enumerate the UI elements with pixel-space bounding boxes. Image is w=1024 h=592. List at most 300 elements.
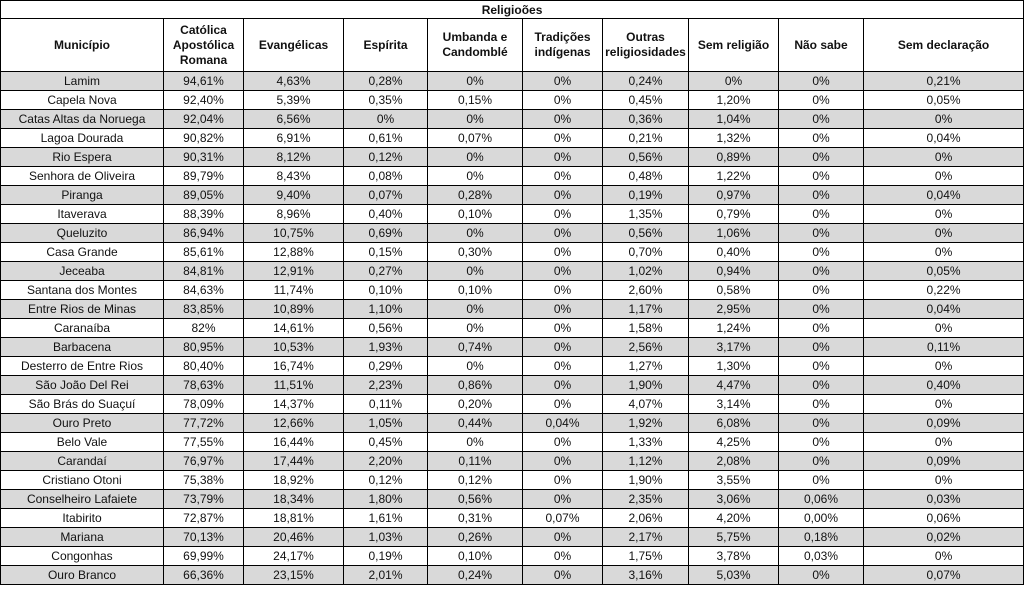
percentage-cell[interactable]: 14,61% — [244, 319, 344, 338]
percentage-cell[interactable]: 0% — [428, 300, 523, 319]
municipio-cell[interactable]: Lamim — [1, 72, 164, 91]
column-header-municipio[interactable]: Município — [1, 19, 164, 72]
municipio-cell[interactable]: Ouro Preto — [1, 414, 164, 433]
column-header-nao-sabe[interactable]: Não sabe — [779, 19, 864, 72]
municipio-cell[interactable]: Cristiano Otoni — [1, 471, 164, 490]
percentage-cell[interactable]: 0% — [779, 281, 864, 300]
percentage-cell[interactable]: 1,27% — [603, 357, 689, 376]
percentage-cell[interactable]: 0% — [428, 224, 523, 243]
percentage-cell[interactable]: 0,36% — [603, 110, 689, 129]
percentage-cell[interactable]: 0% — [523, 129, 603, 148]
table-row — [1, 357, 1024, 376]
municipio-cell[interactable]: São Brás do Suaçuí — [1, 395, 164, 414]
column-header-tradicoes-indigenas[interactable]: Tradições indígenas — [523, 19, 603, 72]
percentage-cell[interactable]: 0% — [779, 414, 864, 433]
percentage-cell[interactable]: 0,61% — [344, 129, 428, 148]
percentage-cell[interactable]: 0% — [779, 205, 864, 224]
percentage-cell[interactable]: 0% — [779, 300, 864, 319]
percentage-cell[interactable]: 24,17% — [244, 547, 344, 566]
percentage-cell[interactable]: 10,75% — [244, 224, 344, 243]
percentage-cell[interactable]: 1,61% — [344, 509, 428, 528]
table-row — [1, 509, 1024, 528]
percentage-cell[interactable]: 0,07% — [523, 509, 603, 528]
percentage-cell[interactable]: 0% — [344, 110, 428, 129]
percentage-cell[interactable]: 0,21% — [603, 129, 689, 148]
table-row — [1, 224, 1024, 243]
percentage-cell[interactable]: 0,04% — [864, 300, 1024, 319]
percentage-cell[interactable]: 2,01% — [344, 566, 428, 585]
percentage-cell[interactable]: 0,12% — [344, 148, 428, 167]
percentage-cell[interactable]: 0% — [523, 566, 603, 585]
percentage-cell[interactable]: 0% — [779, 433, 864, 452]
percentage-cell[interactable]: 0,45% — [603, 91, 689, 110]
column-header-sem-religiao[interactable]: Sem religião — [689, 19, 779, 72]
percentage-cell[interactable]: 0% — [523, 547, 603, 566]
percentage-cell[interactable]: 0% — [779, 148, 864, 167]
percentage-cell[interactable]: 0,86% — [428, 376, 523, 395]
percentage-cell[interactable]: 1,04% — [689, 110, 779, 129]
percentage-cell[interactable]: 0% — [428, 357, 523, 376]
percentage-cell[interactable]: 5,39% — [244, 91, 344, 110]
percentage-cell[interactable]: 89,05% — [164, 186, 244, 205]
percentage-cell[interactable]: 0% — [428, 433, 523, 452]
percentage-cell[interactable]: 0% — [864, 205, 1024, 224]
percentage-cell[interactable]: 1,33% — [603, 433, 689, 452]
percentage-cell[interactable]: 18,81% — [244, 509, 344, 528]
percentage-cell[interactable]: 2,20% — [344, 452, 428, 471]
percentage-cell[interactable]: 0% — [864, 110, 1024, 129]
percentage-cell[interactable]: 2,56% — [603, 338, 689, 357]
percentage-cell[interactable]: 1,32% — [689, 129, 779, 148]
table-row — [1, 528, 1024, 547]
percentage-cell[interactable]: 0,44% — [428, 414, 523, 433]
table-row — [1, 205, 1024, 224]
percentage-cell[interactable]: 1,05% — [344, 414, 428, 433]
column-header-outras-religiosidades[interactable]: Outras religiosidades — [603, 19, 689, 72]
column-header-evangelicas[interactable]: Evangélicas — [244, 19, 344, 72]
percentage-cell[interactable]: 0,69% — [344, 224, 428, 243]
percentage-cell[interactable]: 2,60% — [603, 281, 689, 300]
percentage-cell[interactable]: 6,56% — [244, 110, 344, 129]
percentage-cell[interactable]: 1,10% — [344, 300, 428, 319]
percentage-cell[interactable]: 0,03% — [864, 490, 1024, 509]
table-row — [1, 167, 1024, 186]
percentage-cell[interactable]: 0% — [523, 110, 603, 129]
municipio-cell[interactable]: São João Del Rei — [1, 376, 164, 395]
table-row — [1, 186, 1024, 205]
percentage-cell[interactable]: 1,02% — [603, 262, 689, 281]
percentage-cell[interactable]: 0,28% — [344, 72, 428, 91]
percentage-cell[interactable]: 0,26% — [428, 528, 523, 547]
table-row — [1, 490, 1024, 509]
percentage-cell[interactable]: 0% — [864, 433, 1024, 452]
table-row — [1, 110, 1024, 129]
percentage-cell[interactable]: 12,91% — [244, 262, 344, 281]
percentage-cell[interactable]: 20,46% — [244, 528, 344, 547]
municipio-cell[interactable]: Casa Grande — [1, 243, 164, 262]
percentage-cell[interactable]: 0% — [523, 281, 603, 300]
percentage-cell[interactable]: 1,90% — [603, 376, 689, 395]
percentage-cell[interactable]: 0,06% — [779, 490, 864, 509]
percentage-cell[interactable]: 0% — [523, 452, 603, 471]
percentage-cell[interactable]: 82% — [164, 319, 244, 338]
percentage-cell[interactable]: 0% — [523, 357, 603, 376]
percentage-cell[interactable]: 1,20% — [689, 91, 779, 110]
percentage-cell[interactable]: 0,04% — [864, 186, 1024, 205]
percentage-cell[interactable]: 1,90% — [603, 471, 689, 490]
percentage-cell[interactable]: 0,04% — [523, 414, 603, 433]
percentage-cell[interactable]: 1,58% — [603, 319, 689, 338]
percentage-cell[interactable]: 0% — [864, 243, 1024, 262]
percentage-cell[interactable]: 0% — [428, 167, 523, 186]
municipio-cell[interactable]: Conselheiro Lafaiete — [1, 490, 164, 509]
percentage-cell[interactable]: 0,19% — [344, 547, 428, 566]
percentage-cell[interactable]: 9,40% — [244, 186, 344, 205]
percentage-cell[interactable]: 0,24% — [428, 566, 523, 585]
percentage-cell[interactable]: 0% — [428, 319, 523, 338]
percentage-cell[interactable]: 0% — [523, 224, 603, 243]
column-header-sem-declaracao[interactable]: Sem declaração — [864, 19, 1024, 72]
percentage-cell[interactable]: 0,10% — [428, 205, 523, 224]
percentage-cell[interactable]: 0,56% — [603, 224, 689, 243]
percentage-cell[interactable]: 0,29% — [344, 357, 428, 376]
percentage-cell[interactable]: 0,94% — [689, 262, 779, 281]
column-header-catolica[interactable]: Católica Apostólica Romana — [164, 19, 244, 72]
percentage-cell[interactable]: 0% — [523, 205, 603, 224]
percentage-cell[interactable]: 0,07% — [344, 186, 428, 205]
percentage-cell[interactable]: 0,48% — [603, 167, 689, 186]
table-row — [1, 262, 1024, 281]
percentage-cell[interactable]: 90,82% — [164, 129, 244, 148]
percentage-cell[interactable]: 0,31% — [428, 509, 523, 528]
percentage-cell[interactable]: 0% — [523, 148, 603, 167]
percentage-cell[interactable]: 0,21% — [864, 72, 1024, 91]
table-row — [1, 433, 1024, 452]
percentage-cell[interactable]: 73,79% — [164, 490, 244, 509]
percentage-cell[interactable]: 0% — [523, 300, 603, 319]
percentage-cell[interactable]: 0,40% — [864, 376, 1024, 395]
percentage-cell[interactable]: 0,11% — [344, 395, 428, 414]
percentage-cell[interactable]: 3,16% — [603, 566, 689, 585]
percentage-cell[interactable]: 0,09% — [864, 452, 1024, 471]
table-row — [1, 319, 1024, 338]
percentage-cell[interactable]: 0% — [779, 376, 864, 395]
percentage-cell[interactable]: 0,11% — [428, 452, 523, 471]
percentage-cell[interactable]: 1,80% — [344, 490, 428, 509]
percentage-cell[interactable]: 6,08% — [689, 414, 779, 433]
percentage-cell[interactable]: 0% — [428, 262, 523, 281]
percentage-cell[interactable]: 0,74% — [428, 338, 523, 357]
percentage-cell[interactable]: 2,06% — [603, 509, 689, 528]
percentage-cell[interactable]: 0,15% — [428, 91, 523, 110]
percentage-cell[interactable]: 1,06% — [689, 224, 779, 243]
percentage-cell[interactable]: 88,39% — [164, 205, 244, 224]
percentage-cell[interactable]: 0,70% — [603, 243, 689, 262]
percentage-cell[interactable]: 0,10% — [344, 281, 428, 300]
percentage-cell[interactable]: 2,95% — [689, 300, 779, 319]
percentage-cell[interactable]: 0,07% — [428, 129, 523, 148]
percentage-cell[interactable]: 0% — [779, 395, 864, 414]
percentage-cell[interactable]: 0% — [864, 395, 1024, 414]
percentage-cell[interactable]: 0,05% — [864, 262, 1024, 281]
percentage-cell[interactable]: 1,22% — [689, 167, 779, 186]
table-row — [1, 414, 1024, 433]
percentage-cell[interactable]: 5,03% — [689, 566, 779, 585]
percentage-cell[interactable]: 0% — [689, 72, 779, 91]
percentage-cell[interactable]: 1,30% — [689, 357, 779, 376]
column-header-espirita[interactable]: Espírita — [344, 19, 428, 72]
percentage-cell[interactable]: 0,02% — [864, 528, 1024, 547]
percentage-cell[interactable]: 77,72% — [164, 414, 244, 433]
percentage-cell[interactable]: 1,17% — [603, 300, 689, 319]
percentage-cell[interactable]: 12,88% — [244, 243, 344, 262]
percentage-cell[interactable]: 0% — [864, 319, 1024, 338]
percentage-cell[interactable]: 0% — [428, 148, 523, 167]
percentage-cell[interactable]: 0,35% — [344, 91, 428, 110]
percentage-cell[interactable]: 0% — [523, 91, 603, 110]
percentage-cell[interactable]: 8,96% — [244, 205, 344, 224]
municipio-cell[interactable]: Queluzito — [1, 224, 164, 243]
header-row — [1, 19, 1024, 72]
percentage-cell[interactable]: 4,25% — [689, 433, 779, 452]
percentage-cell[interactable]: 10,53% — [244, 338, 344, 357]
percentage-cell[interactable]: 0,05% — [864, 91, 1024, 110]
percentage-cell[interactable]: 0% — [523, 490, 603, 509]
percentage-cell[interactable]: 1,03% — [344, 528, 428, 547]
percentage-cell[interactable]: 84,81% — [164, 262, 244, 281]
column-header-umbanda-candomble[interactable]: Umbanda e Candomblé — [428, 19, 523, 72]
percentage-cell[interactable]: 3,17% — [689, 338, 779, 357]
percentage-cell[interactable]: 0% — [523, 167, 603, 186]
municipio-cell[interactable]: Piranga — [1, 186, 164, 205]
percentage-cell[interactable]: 0,56% — [603, 148, 689, 167]
percentage-cell[interactable]: 0,30% — [428, 243, 523, 262]
table-title: Religioões — [1, 1, 1024, 19]
percentage-cell[interactable]: 0,06% — [864, 509, 1024, 528]
table-row — [1, 91, 1024, 110]
percentage-cell[interactable]: 0,08% — [344, 167, 428, 186]
percentage-cell[interactable]: 0,27% — [344, 262, 428, 281]
percentage-cell[interactable]: 1,93% — [344, 338, 428, 357]
percentage-cell[interactable]: 0% — [779, 319, 864, 338]
percentage-cell[interactable]: 0% — [864, 167, 1024, 186]
percentage-cell[interactable]: 1,12% — [603, 452, 689, 471]
percentage-cell[interactable]: 0% — [864, 547, 1024, 566]
percentage-cell[interactable]: 0,40% — [344, 205, 428, 224]
percentage-cell[interactable]: 75,38% — [164, 471, 244, 490]
percentage-cell[interactable]: 3,55% — [689, 471, 779, 490]
percentage-cell[interactable]: 70,13% — [164, 528, 244, 547]
percentage-cell[interactable]: 0,12% — [344, 471, 428, 490]
percentage-cell[interactable]: 2,17% — [603, 528, 689, 547]
percentage-cell[interactable]: 0,09% — [864, 414, 1024, 433]
percentage-cell[interactable]: 0% — [864, 224, 1024, 243]
percentage-cell[interactable]: 0% — [523, 395, 603, 414]
percentage-cell[interactable]: 11,51% — [244, 376, 344, 395]
percentage-cell[interactable]: 1,75% — [603, 547, 689, 566]
percentage-cell[interactable]: 2,35% — [603, 490, 689, 509]
percentage-cell[interactable]: 0,07% — [864, 566, 1024, 585]
percentage-cell[interactable]: 0% — [523, 319, 603, 338]
percentage-cell[interactable]: 14,37% — [244, 395, 344, 414]
percentage-cell[interactable]: 0% — [779, 243, 864, 262]
percentage-cell[interactable]: 0,11% — [864, 338, 1024, 357]
percentage-cell[interactable]: 0% — [779, 357, 864, 376]
percentage-cell[interactable]: 0% — [779, 167, 864, 186]
percentage-cell[interactable]: 92,04% — [164, 110, 244, 129]
municipio-cell[interactable]: Belo Vale — [1, 433, 164, 452]
percentage-cell[interactable]: 2,08% — [689, 452, 779, 471]
percentage-cell[interactable]: 80,40% — [164, 357, 244, 376]
percentage-cell[interactable]: 0% — [779, 471, 864, 490]
percentage-cell[interactable]: 0,20% — [428, 395, 523, 414]
percentage-cell[interactable]: 1,92% — [603, 414, 689, 433]
percentage-cell[interactable]: 83,85% — [164, 300, 244, 319]
percentage-cell[interactable]: 72,87% — [164, 509, 244, 528]
percentage-cell[interactable]: 4,07% — [603, 395, 689, 414]
municipio-cell[interactable]: Caranaíba — [1, 319, 164, 338]
percentage-cell[interactable]: 0,10% — [428, 281, 523, 300]
percentage-cell[interactable]: 0% — [779, 129, 864, 148]
municipio-cell[interactable]: Entre Rios de Minas — [1, 300, 164, 319]
percentage-cell[interactable]: 17,44% — [244, 452, 344, 471]
municipio-cell[interactable]: Catas Altas da Noruega — [1, 110, 164, 129]
percentage-cell[interactable]: 0,40% — [689, 243, 779, 262]
percentage-cell[interactable]: 0% — [779, 566, 864, 585]
percentage-cell[interactable]: 0,00% — [779, 509, 864, 528]
percentage-cell[interactable]: 0% — [428, 72, 523, 91]
percentage-cell[interactable]: 0,58% — [689, 281, 779, 300]
municipio-cell[interactable]: Carandaí — [1, 452, 164, 471]
table-row — [1, 281, 1024, 300]
percentage-cell[interactable]: 0% — [779, 91, 864, 110]
percentage-cell[interactable]: 0,28% — [428, 186, 523, 205]
percentage-cell[interactable]: 2,23% — [344, 376, 428, 395]
percentage-cell[interactable]: 23,15% — [244, 566, 344, 585]
municipio-cell[interactable]: Itabirito — [1, 509, 164, 528]
percentage-cell[interactable]: 0,18% — [779, 528, 864, 547]
percentage-cell[interactable]: 90,31% — [164, 148, 244, 167]
percentage-cell[interactable]: 0% — [779, 186, 864, 205]
percentage-cell[interactable]: 0% — [523, 528, 603, 547]
municipio-cell[interactable]: Desterro de Entre Rios — [1, 357, 164, 376]
percentage-cell[interactable]: 0% — [779, 452, 864, 471]
municipio-cell[interactable]: Santana dos Montes — [1, 281, 164, 300]
percentage-cell[interactable]: 92,40% — [164, 91, 244, 110]
percentage-cell[interactable]: 0,15% — [344, 243, 428, 262]
percentage-cell[interactable]: 0,45% — [344, 433, 428, 452]
percentage-cell[interactable]: 12,66% — [244, 414, 344, 433]
percentage-cell[interactable]: 78,63% — [164, 376, 244, 395]
percentage-cell[interactable]: 0% — [428, 110, 523, 129]
percentage-cell[interactable]: 5,75% — [689, 528, 779, 547]
percentage-cell[interactable]: 6,91% — [244, 129, 344, 148]
municipio-cell[interactable]: Barbacena — [1, 338, 164, 357]
municipio-cell[interactable]: Mariana — [1, 528, 164, 547]
percentage-cell[interactable]: 69,99% — [164, 547, 244, 566]
percentage-cell[interactable]: 89,79% — [164, 167, 244, 186]
percentage-cell[interactable]: 66,36% — [164, 566, 244, 585]
percentage-cell[interactable]: 0% — [779, 110, 864, 129]
percentage-cell[interactable]: 0% — [523, 186, 603, 205]
percentage-cell[interactable]: 0% — [779, 72, 864, 91]
percentage-cell[interactable]: 11,74% — [244, 281, 344, 300]
percentage-cell[interactable]: 0,97% — [689, 186, 779, 205]
percentage-cell[interactable]: 0% — [523, 376, 603, 395]
municipio-cell[interactable]: Senhora de Oliveira — [1, 167, 164, 186]
percentage-cell[interactable]: 0% — [864, 471, 1024, 490]
municipio-cell[interactable]: Ouro Branco — [1, 566, 164, 585]
percentage-cell[interactable]: 1,35% — [603, 205, 689, 224]
percentage-cell[interactable]: 0% — [523, 433, 603, 452]
percentage-cell[interactable]: 0% — [523, 72, 603, 91]
percentage-cell[interactable]: 0% — [523, 338, 603, 357]
percentage-cell[interactable]: 0% — [523, 471, 603, 490]
municipio-cell[interactable]: Congonhas — [1, 547, 164, 566]
percentage-cell[interactable]: 4,63% — [244, 72, 344, 91]
percentage-cell[interactable]: 0% — [864, 148, 1024, 167]
percentage-cell[interactable]: 0,56% — [428, 490, 523, 509]
percentage-cell[interactable]: 16,74% — [244, 357, 344, 376]
percentage-cell[interactable]: 1,24% — [689, 319, 779, 338]
percentage-cell[interactable]: 86,94% — [164, 224, 244, 243]
percentage-cell[interactable]: 77,55% — [164, 433, 244, 452]
table-row — [1, 566, 1024, 585]
percentage-cell[interactable]: 0% — [779, 338, 864, 357]
percentage-cell[interactable]: 10,89% — [244, 300, 344, 319]
percentage-cell[interactable]: 0,19% — [603, 186, 689, 205]
percentage-cell[interactable]: 0% — [523, 243, 603, 262]
percentage-cell[interactable]: 80,95% — [164, 338, 244, 357]
percentage-cell[interactable]: 0,04% — [864, 129, 1024, 148]
percentage-cell[interactable]: 4,47% — [689, 376, 779, 395]
percentage-cell[interactable]: 76,97% — [164, 452, 244, 471]
percentage-cell[interactable]: 18,34% — [244, 490, 344, 509]
table-row — [1, 395, 1024, 414]
table-row — [1, 300, 1024, 319]
percentage-cell[interactable]: 0% — [779, 262, 864, 281]
percentage-cell[interactable]: 0% — [779, 224, 864, 243]
percentage-cell[interactable]: 0,22% — [864, 281, 1024, 300]
percentage-cell[interactable]: 3,06% — [689, 490, 779, 509]
percentage-cell[interactable]: 8,12% — [244, 148, 344, 167]
percentage-cell[interactable]: 84,63% — [164, 281, 244, 300]
percentage-cell[interactable]: 0,79% — [689, 205, 779, 224]
percentage-cell[interactable]: 0% — [523, 262, 603, 281]
percentage-cell[interactable]: 0% — [864, 357, 1024, 376]
percentage-cell[interactable]: 8,43% — [244, 167, 344, 186]
percentage-cell[interactable]: 0,24% — [603, 72, 689, 91]
percentage-cell[interactable]: 3,78% — [689, 547, 779, 566]
percentage-cell[interactable]: 0,10% — [428, 547, 523, 566]
municipio-cell[interactable]: Itaverava — [1, 205, 164, 224]
percentage-cell[interactable]: 0,56% — [344, 319, 428, 338]
percentage-cell[interactable]: 16,44% — [244, 433, 344, 452]
percentage-cell[interactable]: 85,61% — [164, 243, 244, 262]
municipio-cell[interactable]: Jeceaba — [1, 262, 164, 281]
municipio-cell[interactable]: Capela Nova — [1, 91, 164, 110]
percentage-cell[interactable]: 4,20% — [689, 509, 779, 528]
percentage-cell[interactable]: 3,14% — [689, 395, 779, 414]
percentage-cell[interactable]: 0,89% — [689, 148, 779, 167]
percentage-cell[interactable]: 78,09% — [164, 395, 244, 414]
municipio-cell[interactable]: Rio Espera — [1, 148, 164, 167]
percentage-cell[interactable]: 18,92% — [244, 471, 344, 490]
percentage-cell[interactable]: 94,61% — [164, 72, 244, 91]
percentage-cell[interactable]: 0,03% — [779, 547, 864, 566]
percentage-cell[interactable]: 0,12% — [428, 471, 523, 490]
municipio-cell[interactable]: Lagoa Dourada — [1, 129, 164, 148]
